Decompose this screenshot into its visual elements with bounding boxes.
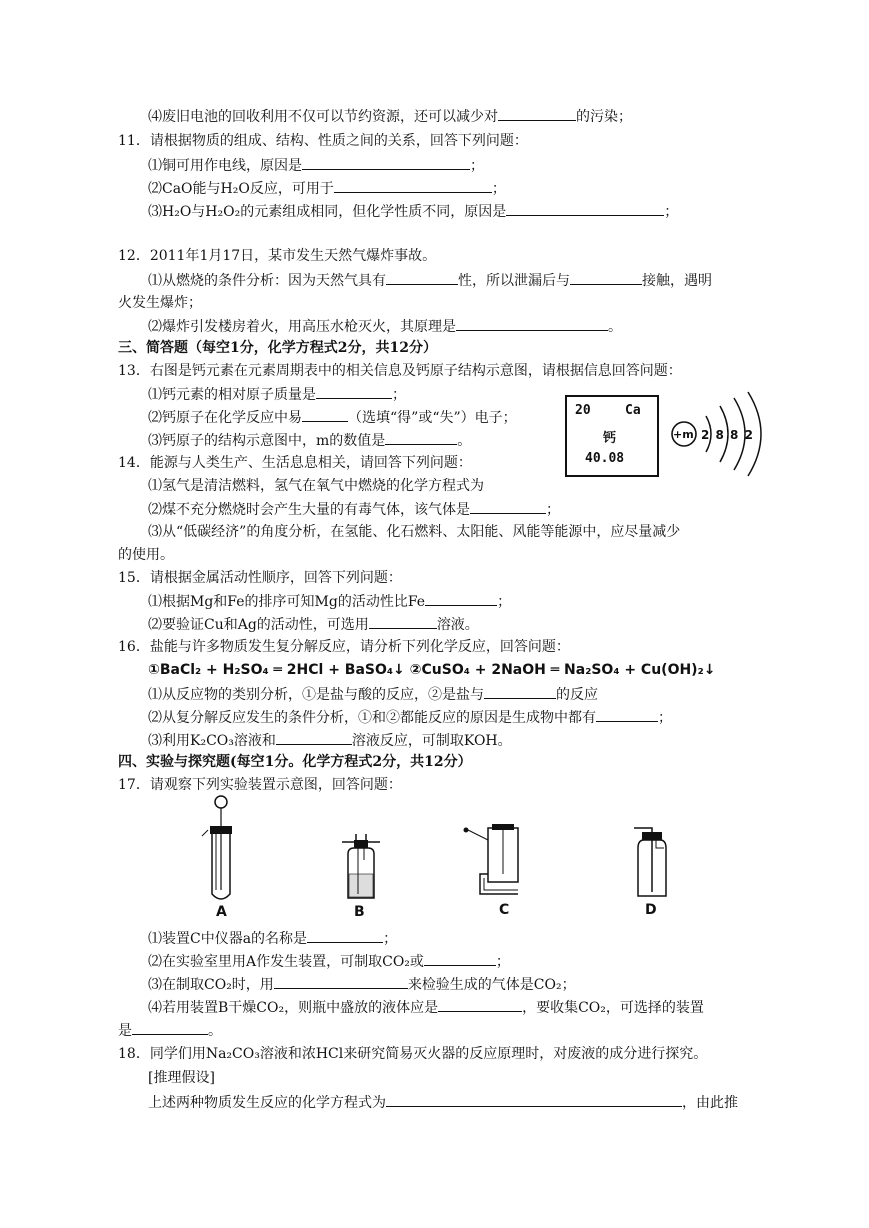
answer-blank[interactable] (369, 614, 437, 629)
q15-title: 15．请根据金属活动性顺序，回答下列问题： (118, 570, 402, 586)
answer-blank[interactable] (470, 499, 546, 514)
apparatus-d-collection-bottle (628, 824, 674, 900)
q13-1-prompt: ⑴钙元素的相对原子质量是 (148, 387, 316, 403)
q16-3-prompt: ⑶利用K₂CO₃溶液和 (148, 733, 276, 749)
q16-title: 16．盐能与许多物质发生复分解反应，请分析下列化学反应，回答问题： (118, 639, 570, 655)
answer-blank[interactable] (302, 155, 470, 170)
answer-blank[interactable] (386, 270, 458, 285)
q12-title: 12．2011年1月17日，某市发生天然气爆炸事故。 (118, 248, 437, 264)
q16-3-suffix: 溶液反应，可制取KOH。 (351, 733, 512, 749)
q13-2-prompt: ⑵钙原子在化学反应中易 (148, 410, 302, 426)
q17-1 (148, 928, 397, 949)
apparatus-a-label: A (216, 904, 227, 920)
answer-blank[interactable] (424, 951, 496, 966)
q14-2-prompt: ⑵煤不充分燃烧时会产生大量的有毒气体，该气体是 (148, 502, 470, 518)
apparatus-b-gas-washing-bottle (336, 830, 386, 902)
q17-4-cont-suffix: 。 (208, 1023, 222, 1039)
q12-1-mid: 性，所以泄漏后与 (458, 273, 570, 289)
q11-3-suffix: ； (664, 204, 679, 220)
q17-2 (148, 951, 510, 972)
q17-4-cont-prompt: 是 (118, 1023, 132, 1039)
answer-blank[interactable] (438, 997, 522, 1012)
q14-3: ⑶从“低碳经济”的角度分析，在氢能、化石燃料、太阳能、风能等能源中，应尽量减少 (148, 524, 681, 540)
answer-blank[interactable] (302, 407, 348, 422)
q15-1 (148, 591, 511, 612)
q18-1-suffix: ，由此推 (682, 1095, 738, 1111)
q18-1-prompt: 上述两种物质发生反应的化学方程式为 (148, 1095, 386, 1111)
q12-1-cont: 火发生爆炸； (118, 295, 202, 311)
answer-blank[interactable] (570, 270, 642, 285)
answer-blank[interactable] (334, 178, 492, 193)
q11-2 (148, 178, 506, 199)
q10-4-suffix: 的污染； (576, 109, 632, 125)
q14-title: 14．能源与人类生产、生活息息相关，请回答下列问题： (118, 455, 472, 471)
q15-2-suffix: 溶液。 (436, 617, 479, 633)
q17-2-suffix: ； (495, 954, 510, 970)
answer-blank[interactable] (484, 684, 556, 699)
q17-1-suffix: ； (383, 931, 398, 947)
q13-3-suffix: 。 (457, 433, 472, 449)
answer-blank[interactable] (307, 928, 383, 943)
atomic-number: 20 (575, 403, 591, 418)
q11-2-suffix: ； (491, 181, 506, 197)
q13-1-suffix: ； (392, 387, 406, 403)
q11-1 (148, 155, 484, 176)
q17-2-prompt: ⑵在实验室里用A作发生装置，可制取CO₂或 (148, 954, 424, 970)
q16-2 (148, 707, 672, 728)
q11-title: 11．请根据物质的组成、结构、性质之间的关系，回答下列问题： (118, 133, 528, 149)
q15-1-prompt: ⑴根据Mg和Fe的排序可知Mg的活动性比Fe (148, 594, 426, 610)
q17-3-prompt: ⑶在制取CO₂时，用 (148, 977, 274, 993)
q12-1-prompt: ⑴从燃烧的条件分析：因为天然气具有 (148, 273, 386, 289)
electron-counts: 2 8 8 2 (701, 428, 753, 442)
apparatus-d-label: D (645, 902, 657, 918)
q13-3-prompt: ⑶钙原子的结构示意图中，m的数值是 (148, 433, 386, 449)
q13-2-suffix: （选填“得”或“失”）电子； (348, 410, 517, 426)
section-3-heading: 三、简答题（每空1分，化学方程式2分，共12分） (118, 340, 437, 356)
q17-4-mid: ，要收集CO₂，可选择的装置 (522, 1000, 704, 1016)
apparatus-a-test-tube (198, 794, 244, 904)
q17-4-cont (118, 1020, 222, 1041)
q18-hypothesis-heading: [推理假设] (148, 1070, 215, 1086)
answer-blank[interactable] (274, 974, 408, 989)
q11-3-prompt: ⑶H₂O与H₂O₂的元素组成相同，但化学性质不同，原因是 (148, 204, 507, 220)
q13-2 (148, 407, 517, 428)
answer-blank[interactable] (385, 430, 457, 445)
q14-2 (148, 499, 560, 520)
apparatus-b-label: B (354, 904, 365, 920)
q17-4 (148, 997, 704, 1018)
answer-blank[interactable] (506, 201, 664, 216)
q16-equations: ①BaCl₂ + H₂SO₄ ═ 2HCl + BaSO₄↓ ②CuSO₄ + 2NaOH ═ Na₂SO₄ + Cu(OH)₂↓ (148, 662, 716, 678)
q16-3 (148, 730, 512, 751)
answer-blank[interactable] (425, 591, 497, 606)
q14-2-suffix: ； (546, 502, 560, 518)
section-4-heading: 四、实验与探究题(每空1分。化学方程式2分，共12分） (118, 754, 472, 770)
q10-4-prompt: ⑷废旧电池的回收利用不仅可以节约资源，还可以减少对 (148, 109, 498, 125)
q14-1: ⑴氢气是清洁燃料，氢气在氧气中燃烧的化学方程式为 (148, 478, 484, 494)
q11-2-prompt: ⑵CaO能与H₂O反应，可用于 (148, 181, 334, 197)
q17-1-prompt: ⑴装置C中仪器a的名称是 (148, 931, 308, 947)
q16-2-prompt: ⑵从复分解反应发生的条件分析，①和②都能反应的原因是生成物中都有 (148, 710, 596, 726)
q12-1 (148, 270, 712, 291)
q17-title: 17．请观察下列实验装置示意图，回答问题： (118, 777, 402, 793)
nucleus-charge: +m (673, 428, 694, 441)
q11-1-suffix: ； (470, 158, 484, 174)
q16-2-suffix: ； (658, 710, 672, 726)
q12-1-suffix: 接触，遇明 (642, 273, 712, 289)
q16-1 (148, 684, 598, 705)
element-name: 钙 (603, 431, 617, 446)
q15-2-prompt: ⑵要验证Cu和Ag的活动性，可选用 (148, 617, 369, 633)
answer-blank[interactable] (498, 106, 576, 121)
element-symbol: Ca (625, 403, 641, 418)
answer-blank[interactable] (276, 730, 352, 745)
answer-blank[interactable] (386, 1092, 682, 1107)
q13-3 (148, 430, 471, 451)
q12-2 (148, 316, 622, 337)
q16-1-suffix: 的反应 (556, 687, 598, 703)
q16-1-prompt: ⑴从反应物的类别分析，①是盐与酸的反应，②是盐与 (148, 687, 484, 703)
q14-3-cont: 的使用。 (118, 547, 174, 563)
q15-2 (148, 614, 479, 635)
q12-2-prompt: ⑵爆炸引发楼房着火，用高压水枪灭火，其原理是 (148, 319, 456, 335)
q12-2-suffix: 。 (608, 319, 622, 335)
q17-3 (148, 974, 576, 995)
atomic-mass: 40.08 (585, 451, 625, 466)
q13-1 (148, 384, 406, 405)
answer-blank[interactable] (596, 707, 658, 722)
q18-1 (148, 1092, 738, 1113)
q17-3-suffix: 来检验生成的气体是CO₂； (407, 977, 576, 993)
apparatus-c-setup (458, 824, 530, 904)
q11-1-prompt: ⑴铜可用作电线，原因是 (148, 158, 302, 174)
q11-3 (148, 201, 678, 222)
q18-title: 18．同学们用Na₂CO₃溶液和浓HCl来研究简易灭火器的反应原理时，对废液的成分进行探究。 (118, 1046, 708, 1062)
answer-blank[interactable] (456, 316, 608, 331)
answer-blank[interactable] (316, 384, 392, 399)
q15-1-suffix: ； (497, 594, 512, 610)
answer-blank[interactable] (132, 1020, 208, 1035)
calcium-element-card (565, 395, 659, 477)
q17-4-prompt: ⑷若用装置B干燥CO₂，则瓶中盛放的液体应是 (148, 1000, 439, 1016)
apparatus-c-label: C (499, 902, 510, 918)
q13-title: 13．右图是钙元素在元素周期表中的相关信息及钙原子结构示意图，请根据信息回答问题： (118, 363, 682, 379)
q10-4-text (148, 106, 632, 127)
